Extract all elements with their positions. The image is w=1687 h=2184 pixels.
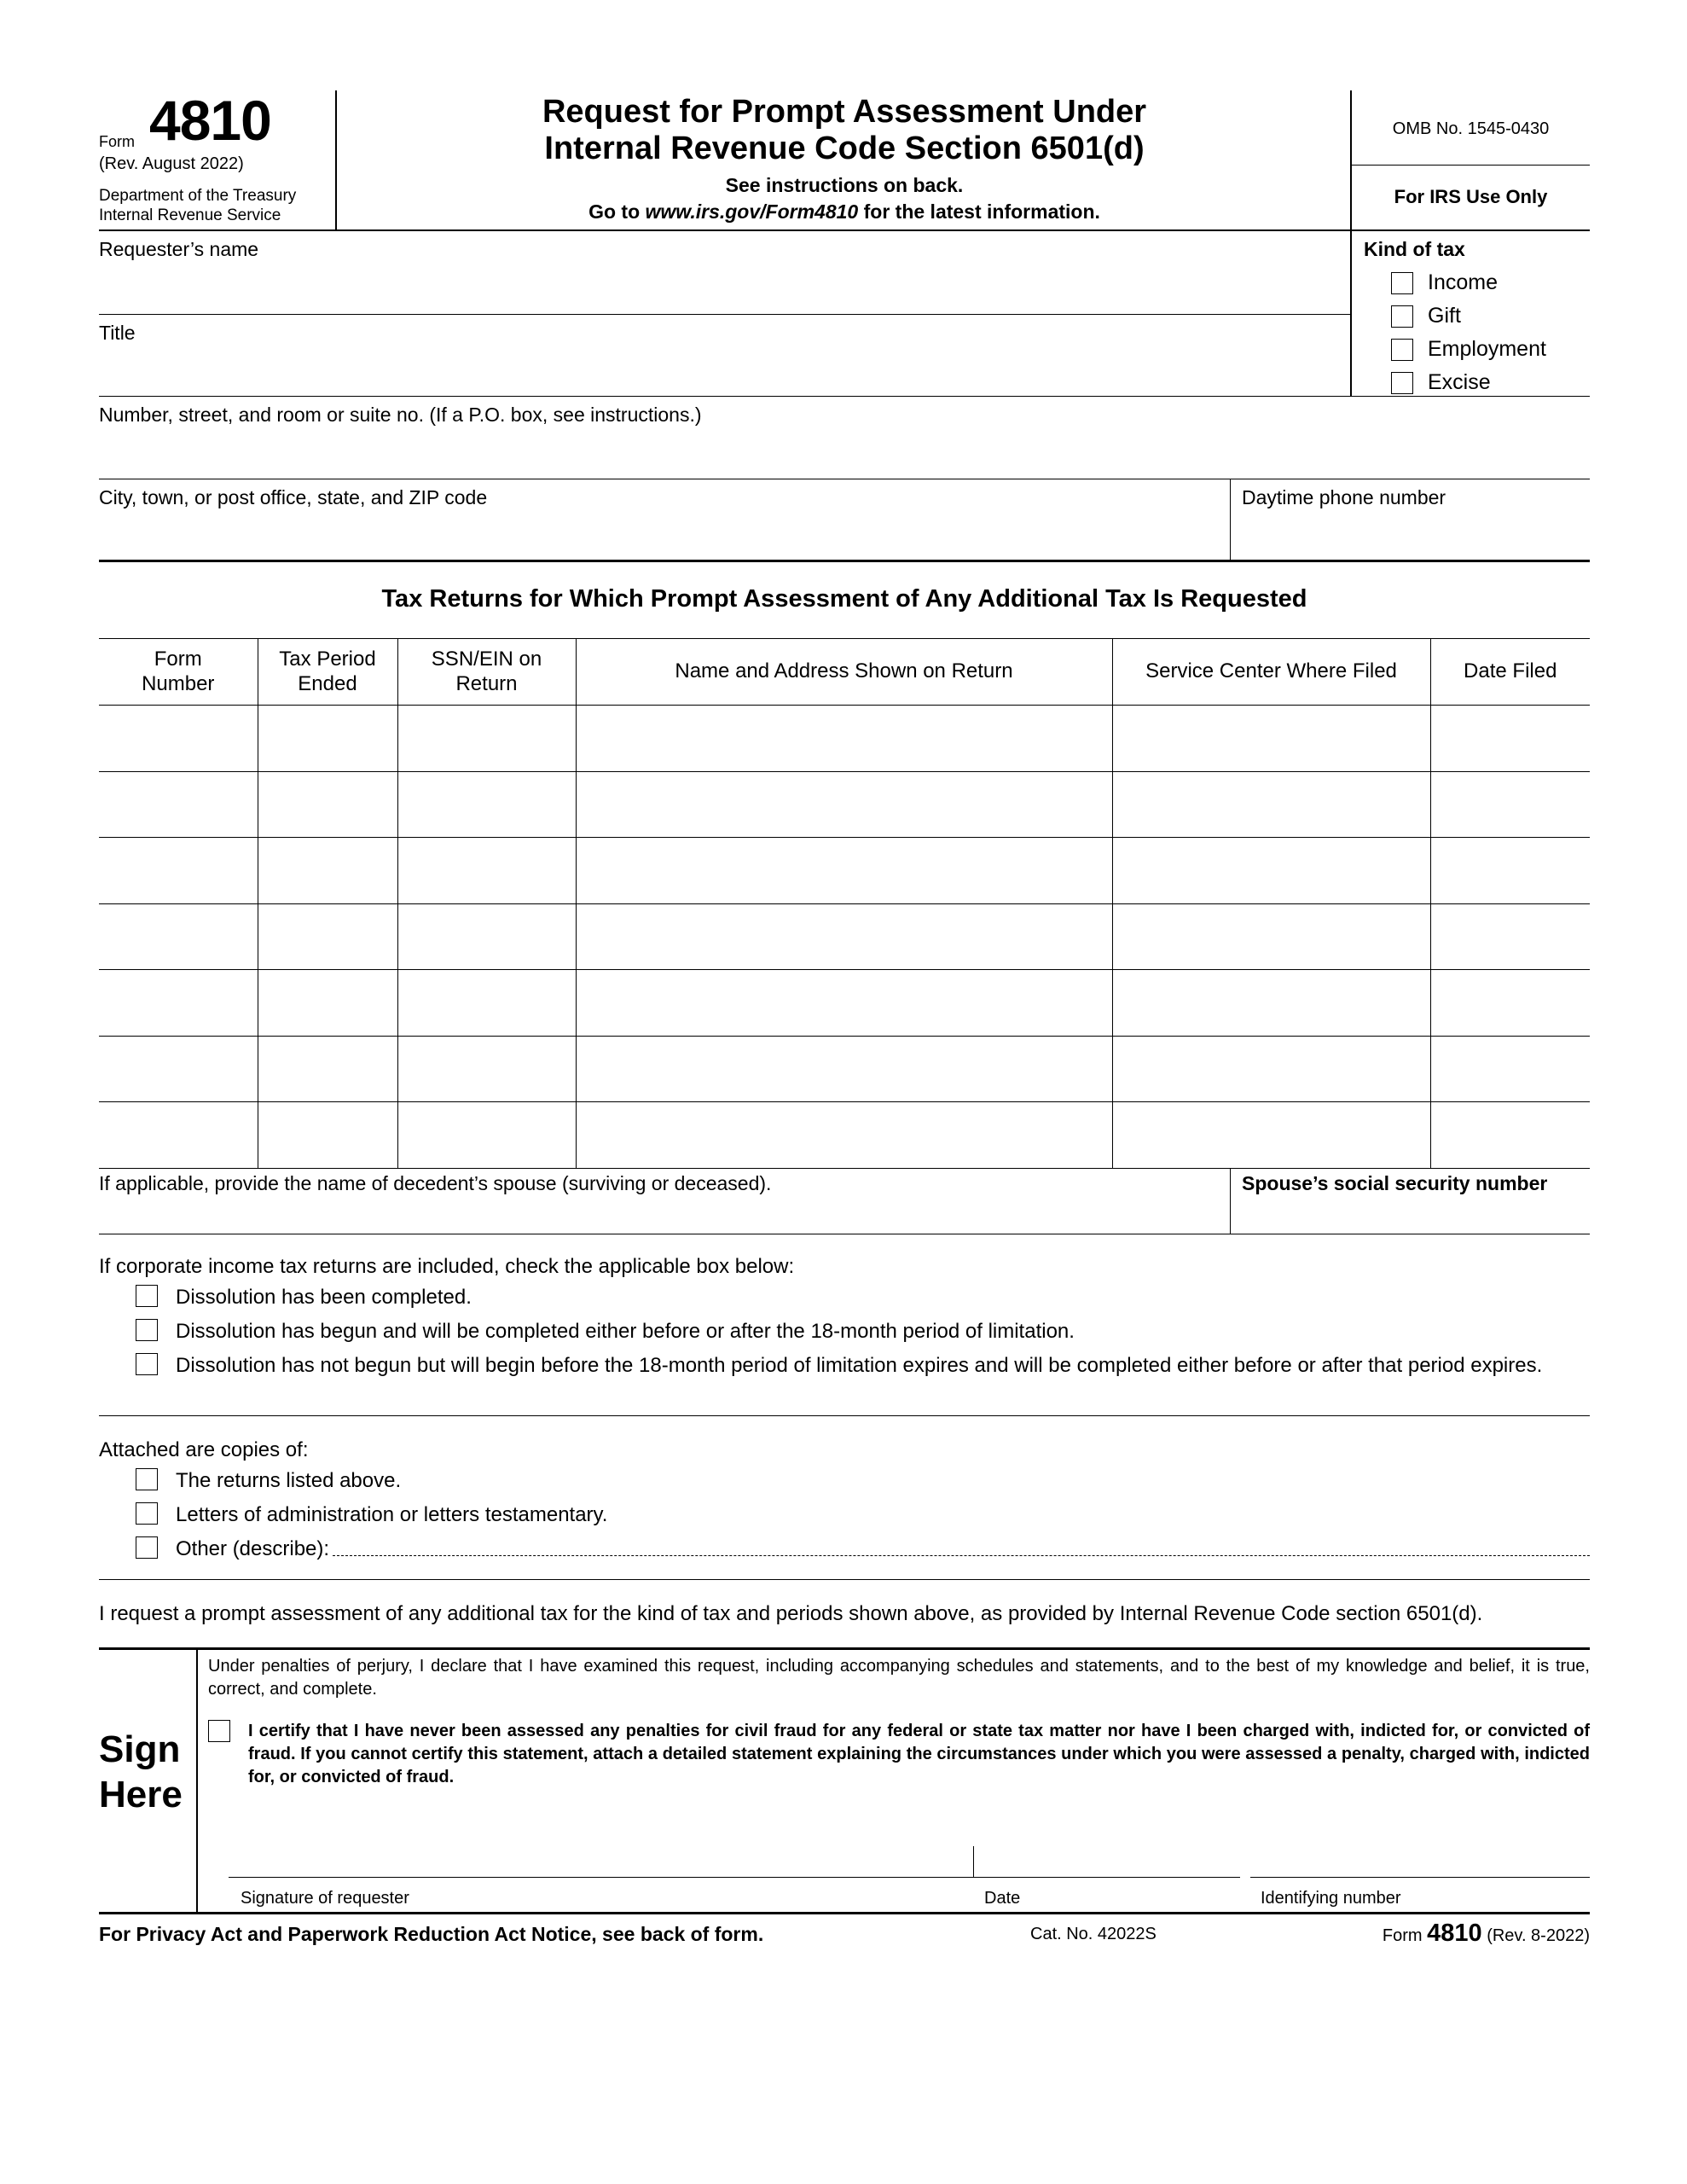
footer-form-word: Form bbox=[1382, 1926, 1423, 1945]
attachments-question: Attached are copies of: bbox=[99, 1438, 309, 1461]
goto-prefix: Go to bbox=[588, 200, 646, 223]
col-ssn-ein bbox=[397, 639, 576, 706]
sign-word: Sign bbox=[99, 1728, 181, 1770]
fraud-certification-text: I certify that I have never been assessed any penalties for civil fraud for any federal or state tax matter nor have I been charged with, indicted for, or convicted of fraud. If you cannot certify this statement, attach a detailed statement explaining the circumstances under which you were assessed a penalty, charged with, indicted for, or convicted of fraud. bbox=[248, 1721, 1590, 1787]
fraud-certification-option[interactable] bbox=[208, 1720, 1590, 1790]
gift-checkbox[interactable] bbox=[1391, 305, 1413, 328]
letters-option[interactable] bbox=[99, 1502, 1590, 1528]
requester-section bbox=[99, 231, 1590, 397]
form-revision: (Rev. August 2022) bbox=[99, 154, 244, 173]
other-option[interactable] bbox=[99, 1536, 1590, 1562]
perjury-declaration: Under penalties of perjury, I declare that I have examined this request, including accompanying schedules and statements, and to the best of my knowledge and belief, it is true, correct, and complete. bbox=[208, 1656, 1590, 1699]
signature-field[interactable] bbox=[229, 1877, 1240, 1878]
request-statement: I request a prompt assessment of any additional tax for the kind of tax and periods shown above, as provided by Internal Revenue Code section 6501(d). bbox=[99, 1580, 1590, 1650]
identifying-number-label: Identifying number bbox=[1261, 1888, 1401, 1908]
irs-url-link[interactable]: www.irs.gov/Form4810 bbox=[645, 200, 859, 223]
table-cell[interactable] bbox=[397, 771, 576, 838]
col-name-address: Name and Address Shown on Return bbox=[576, 639, 1112, 706]
col-ssn-ein-line1: SSN/EIN on bbox=[431, 647, 542, 671]
table-cell[interactable] bbox=[397, 970, 576, 1037]
excise-label: Excise bbox=[1428, 370, 1491, 394]
col-form-number bbox=[99, 639, 258, 706]
table-cell[interactable] bbox=[397, 1102, 576, 1169]
table-cell[interactable] bbox=[576, 970, 1112, 1037]
city-phone-row bbox=[99, 479, 1590, 562]
table-cell[interactable] bbox=[1430, 1102, 1590, 1169]
returns-listed-checkbox[interactable] bbox=[136, 1468, 158, 1490]
kind-gift-option[interactable] bbox=[1364, 299, 1590, 333]
table-cell[interactable] bbox=[258, 903, 397, 970]
table-row bbox=[99, 838, 1590, 904]
table-cell[interactable] bbox=[1430, 706, 1590, 772]
other-label: Other (describe): bbox=[176, 1536, 330, 1560]
city-label: City, town, or post office, state, and ZIP code bbox=[99, 486, 488, 508]
table-cell[interactable] bbox=[576, 1036, 1112, 1102]
form-title-block bbox=[339, 90, 1350, 231]
signature-label: Signature of requester bbox=[241, 1888, 409, 1908]
returns-listed-label: The returns listed above. bbox=[176, 1468, 402, 1492]
form-footer bbox=[99, 1920, 1590, 1954]
dissolution-completed-checkbox[interactable] bbox=[136, 1285, 158, 1307]
form-id-block bbox=[99, 90, 337, 231]
col-date-filed: Date Filed bbox=[1430, 639, 1590, 706]
corporate-section bbox=[99, 1234, 1590, 1416]
col-tax-period bbox=[258, 639, 397, 706]
requester-title-label: Title bbox=[99, 322, 136, 344]
income-checkbox[interactable] bbox=[1391, 272, 1413, 294]
table-cell[interactable] bbox=[258, 970, 397, 1037]
table-row bbox=[99, 1102, 1590, 1169]
corporate-question: If corporate income tax returns are included, check the applicable box below: bbox=[99, 1254, 795, 1278]
table-cell[interactable] bbox=[99, 970, 258, 1037]
kind-excise-option[interactable] bbox=[1364, 366, 1590, 399]
omb-block bbox=[1350, 90, 1590, 231]
department bbox=[99, 187, 296, 226]
table-cell[interactable] bbox=[1430, 903, 1590, 970]
table-cell[interactable] bbox=[1430, 838, 1590, 904]
table-cell[interactable] bbox=[99, 903, 258, 970]
table-cell[interactable] bbox=[576, 1102, 1112, 1169]
employment-label: Employment bbox=[1428, 337, 1546, 361]
dissolution-not-begun-option[interactable] bbox=[99, 1352, 1590, 1379]
form-header bbox=[99, 90, 1590, 231]
identifying-number-field[interactable] bbox=[1250, 1877, 1590, 1878]
gift-label: Gift bbox=[1428, 304, 1461, 328]
excise-checkbox[interactable] bbox=[1391, 372, 1413, 394]
table-cell[interactable] bbox=[576, 838, 1112, 904]
requester-name-field[interactable] bbox=[99, 231, 1350, 314]
dissolution-not-begun-label: Dissolution has not begun but will begin before the 18-month period of limitation expires and will be completed either before or after that period expires. bbox=[176, 1353, 1543, 1377]
sign-here-section bbox=[99, 1650, 1590, 1914]
divider bbox=[1230, 479, 1231, 560]
agency-line: Internal Revenue Service bbox=[99, 206, 281, 224]
catalog-number: Cat. No. 42022S bbox=[1030, 1924, 1157, 1943]
table-cell[interactable] bbox=[99, 706, 258, 772]
table-cell[interactable] bbox=[1430, 771, 1590, 838]
dissolution-not-begun-checkbox[interactable] bbox=[136, 1353, 158, 1375]
requester-name-label: Requester’s name bbox=[99, 238, 259, 260]
date-divider bbox=[973, 1846, 974, 1877]
returns-listed-option[interactable] bbox=[99, 1467, 1590, 1494]
table-cell[interactable] bbox=[397, 838, 576, 904]
spouse-ssn-label: Spouse’s social security number bbox=[1242, 1171, 1548, 1194]
footer-revision: (Rev. 8-2022) bbox=[1487, 1926, 1590, 1945]
dissolution-begun-label: Dissolution has begun and will be completed either before or after the 18-month period of limitation. bbox=[176, 1319, 1075, 1343]
attachments-section bbox=[99, 1416, 1590, 1580]
table-row bbox=[99, 706, 1590, 772]
table-cell[interactable] bbox=[576, 903, 1112, 970]
table-row bbox=[99, 970, 1590, 1037]
address-label: Number, street, and room or suite no. (If a P.O. box, see instructions.) bbox=[99, 404, 702, 426]
table-cell[interactable] bbox=[576, 771, 1112, 838]
irs-use-only: For IRS Use Only bbox=[1394, 186, 1548, 207]
table-cell[interactable] bbox=[1112, 838, 1430, 904]
table-cell[interactable] bbox=[397, 903, 576, 970]
table-cell[interactable] bbox=[99, 838, 258, 904]
goto-suffix: for the latest information. bbox=[858, 200, 1100, 223]
kind-of-tax-title: Kind of tax bbox=[1364, 238, 1465, 260]
col-tax-period-line2: Ended bbox=[298, 671, 357, 695]
income-label: Income bbox=[1428, 270, 1498, 294]
fraud-certification-checkbox[interactable] bbox=[208, 1720, 230, 1742]
table-cell[interactable] bbox=[258, 771, 397, 838]
kind-of-tax bbox=[1350, 231, 1590, 397]
footer-form-number: 4810 bbox=[1427, 1919, 1482, 1947]
letters-label: Letters of administration or letters testamentary. bbox=[176, 1502, 608, 1526]
table-cell[interactable] bbox=[99, 1036, 258, 1102]
table-cell[interactable] bbox=[1112, 903, 1430, 970]
form-label: Form bbox=[99, 133, 135, 150]
form-page bbox=[99, 90, 1590, 1954]
instructions-note: See instructions on back. bbox=[725, 173, 964, 196]
footer-form-id bbox=[1383, 1920, 1590, 1948]
spouse-name-label: If applicable, provide the name of decedent’s spouse (surviving or deceased). bbox=[99, 1171, 772, 1194]
form-subtitle bbox=[339, 172, 1350, 225]
here-word: Here bbox=[99, 1774, 183, 1816]
sign-here-label-block bbox=[99, 1650, 198, 1914]
goto-line bbox=[339, 199, 1350, 225]
date-label: Date bbox=[984, 1888, 1021, 1908]
requester-title-field[interactable] bbox=[99, 314, 1350, 397]
table-header-row bbox=[99, 639, 1590, 706]
other-describe-field[interactable] bbox=[333, 1536, 1590, 1556]
table-cell[interactable] bbox=[258, 1036, 397, 1102]
spouse-row bbox=[99, 1169, 1590, 1234]
table-cell[interactable] bbox=[1112, 706, 1430, 772]
form-title bbox=[339, 94, 1350, 167]
table-cell[interactable] bbox=[99, 1102, 258, 1169]
dissolution-completed-option[interactable] bbox=[99, 1284, 1590, 1310]
table-cell[interactable] bbox=[1112, 1036, 1430, 1102]
table-cell[interactable] bbox=[397, 1036, 576, 1102]
address-field[interactable] bbox=[99, 397, 1590, 479]
kind-income-option[interactable] bbox=[1364, 266, 1590, 299]
table-row bbox=[99, 903, 1590, 970]
table-cell[interactable] bbox=[1112, 771, 1430, 838]
col-tax-period-line1: Tax Period bbox=[279, 647, 376, 671]
dissolution-completed-label: Dissolution has been completed. bbox=[176, 1285, 472, 1309]
dissolution-begun-checkbox[interactable] bbox=[136, 1319, 158, 1341]
privacy-notice: For Privacy Act and Paperwork Reduction Act Notice, see back of form. bbox=[99, 1922, 764, 1945]
table-cell[interactable] bbox=[576, 706, 1112, 772]
returns-table bbox=[99, 638, 1590, 1169]
table-cell[interactable] bbox=[258, 1102, 397, 1169]
letters-checkbox[interactable] bbox=[136, 1502, 158, 1525]
table-cell[interactable] bbox=[99, 771, 258, 838]
employment-checkbox[interactable] bbox=[1391, 339, 1413, 361]
department-line: Department of the Treasury bbox=[99, 187, 297, 205]
col-form-number-line2: Number bbox=[142, 671, 215, 695]
dissolution-begun-option[interactable] bbox=[99, 1318, 1590, 1345]
table-cell[interactable] bbox=[397, 706, 576, 772]
sign-body bbox=[208, 1650, 1590, 1914]
phone-label: Daytime phone number bbox=[1242, 486, 1446, 508]
col-ssn-ein-line2: Return bbox=[455, 671, 518, 695]
sign-here-heading bbox=[99, 1727, 183, 1818]
omb-number: OMB No. 1545-0430 bbox=[1352, 90, 1590, 166]
form-number: 4810 bbox=[149, 89, 271, 152]
table-cell[interactable] bbox=[258, 838, 397, 904]
col-service-center: Service Center Where Filed bbox=[1112, 639, 1430, 706]
table-cell[interactable] bbox=[258, 706, 397, 772]
table-row bbox=[99, 1036, 1590, 1102]
table-cell[interactable] bbox=[1112, 970, 1430, 1037]
title-line-1: Request for Prompt Assessment Under bbox=[542, 94, 1147, 130]
divider bbox=[1230, 1169, 1231, 1234]
other-checkbox[interactable] bbox=[136, 1536, 158, 1559]
title-line-2: Internal Revenue Code Section 6501(d) bbox=[544, 130, 1145, 166]
col-form-number-line1: Form bbox=[154, 647, 202, 671]
table-cell[interactable] bbox=[1430, 970, 1590, 1037]
returns-section-title: Tax Returns for Which Prompt Assessment of Any Additional Tax Is Requested bbox=[381, 585, 1307, 613]
table-row bbox=[99, 771, 1590, 838]
table-cell[interactable] bbox=[1430, 1036, 1590, 1102]
table-cell[interactable] bbox=[1112, 1102, 1430, 1169]
kind-employment-option[interactable] bbox=[1364, 333, 1590, 366]
